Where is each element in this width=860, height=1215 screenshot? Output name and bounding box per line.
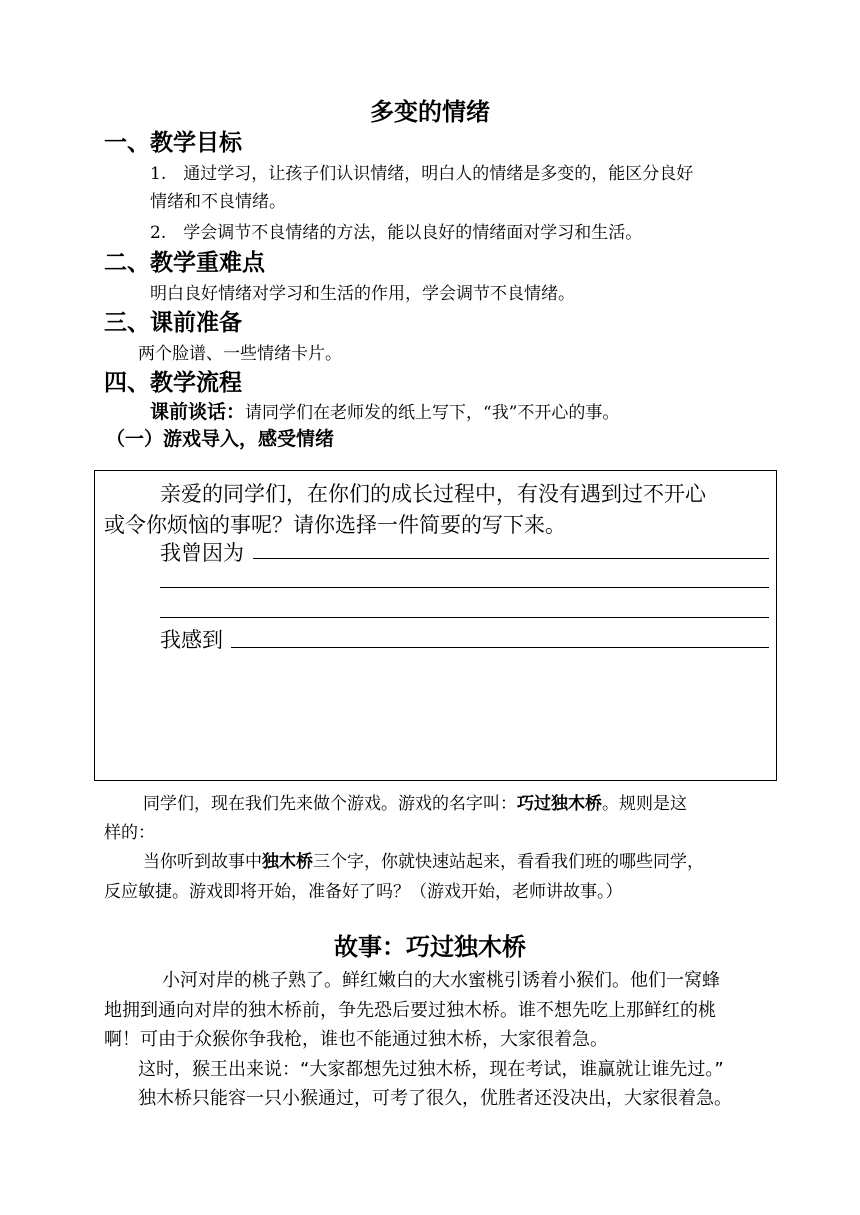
worksheet-line-1: 亲爱的同学们，在你们的成长过程中，有没有遇到过不开心: [160, 482, 706, 506]
story-line-2: 地拥到通向对岸的独木桥前，争先恐后要过独木桥。谁不想先吃上那鲜红的桃: [104, 1000, 716, 1021]
section-heading-preparation: 三、课前准备: [104, 310, 242, 336]
game-paragraph-2-line-2: 反应敏捷。游戏即将开始，准备好了吗？（游戏开始，老师讲故事。）: [104, 882, 623, 902]
subsection-heading-game: （一）游戏导入，感受情绪: [106, 428, 335, 450]
section-heading-key-points: 二、教学重难点: [104, 250, 265, 276]
keyword-bridge: 独木桥: [262, 852, 313, 872]
objective-item-1-line-1: 1. 通过学习，让孩子们认识情绪，明白人的情绪是多变的，能区分良好: [150, 164, 694, 184]
story-title: 故事：巧过独木桥: [334, 933, 526, 961]
writing-line-4[interactable]: [231, 647, 769, 648]
section-heading-process: 四、教学流程: [104, 370, 242, 396]
pretalk-paragraph: [150, 397, 619, 424]
game-rule-start: 当你听到故事中: [143, 852, 262, 872]
writing-line-1[interactable]: [253, 558, 769, 559]
writing-line-3[interactable]: [160, 617, 769, 618]
preparation-text: 两个脸谱、一些情绪卡片。: [138, 344, 342, 364]
game-paragraph-1-line-1: [143, 789, 687, 814]
worksheet-prompt-feeling: 我感到: [160, 628, 223, 652]
story-line-3: 啊！可由于众猴你争我枪，谁也不能通过独木桥，大家很着急。: [104, 1029, 608, 1050]
game-paragraph-1-line-2: 样的：: [104, 823, 155, 843]
worksheet-prompt-cause: 我曾因为: [160, 541, 244, 565]
page-title: 多变的情绪: [370, 97, 490, 126]
writing-line-2[interactable]: [160, 587, 769, 588]
game-rule-rest: 三个字，你就快速站起来，看看我们班的哪些同学，: [313, 852, 704, 872]
story-line-1: 小河对岸的桃子熟了。鲜红嫩白的大水蜜桃引诱着小猴们。他们一窝蜂: [162, 970, 720, 991]
story-line-4: 这时，猴王出来说：“大家都想先过独木桥，现在考试，谁赢就让谁先过。”: [138, 1059, 724, 1080]
objective-item-1-line-2: 情绪和不良情绪。: [150, 192, 286, 212]
game-paragraph-2-line-1: [143, 847, 704, 872]
pretalk-text: 请同学们在老师发的纸上写下，“我”不开心的事。: [245, 403, 620, 423]
objective-item-2: 2. 学会调节不良情绪的方法，能以良好的情绪面对学习和生活。: [150, 223, 643, 243]
game-intro-text: 同学们，现在我们先来做个游戏。游戏的名字叫：: [143, 794, 517, 814]
game-rule-text: 。规则是这: [602, 794, 687, 814]
pretalk-label: 课前谈话：: [150, 401, 246, 423]
section-heading-objectives: 一、教学目标: [104, 130, 242, 156]
key-points-text: 明白良好情绪对学习和生活的作用，学会调节不良情绪。: [150, 284, 575, 304]
story-line-5: 独木桥只能容一只小猴通过，可考了很久，优胜者还没决出，大家很着急。: [138, 1088, 732, 1109]
worksheet-line-2: 或令你烦恼的事呢？请你选择一件简要的写下来。: [104, 513, 566, 537]
game-name: 巧过独木桥: [517, 794, 602, 814]
